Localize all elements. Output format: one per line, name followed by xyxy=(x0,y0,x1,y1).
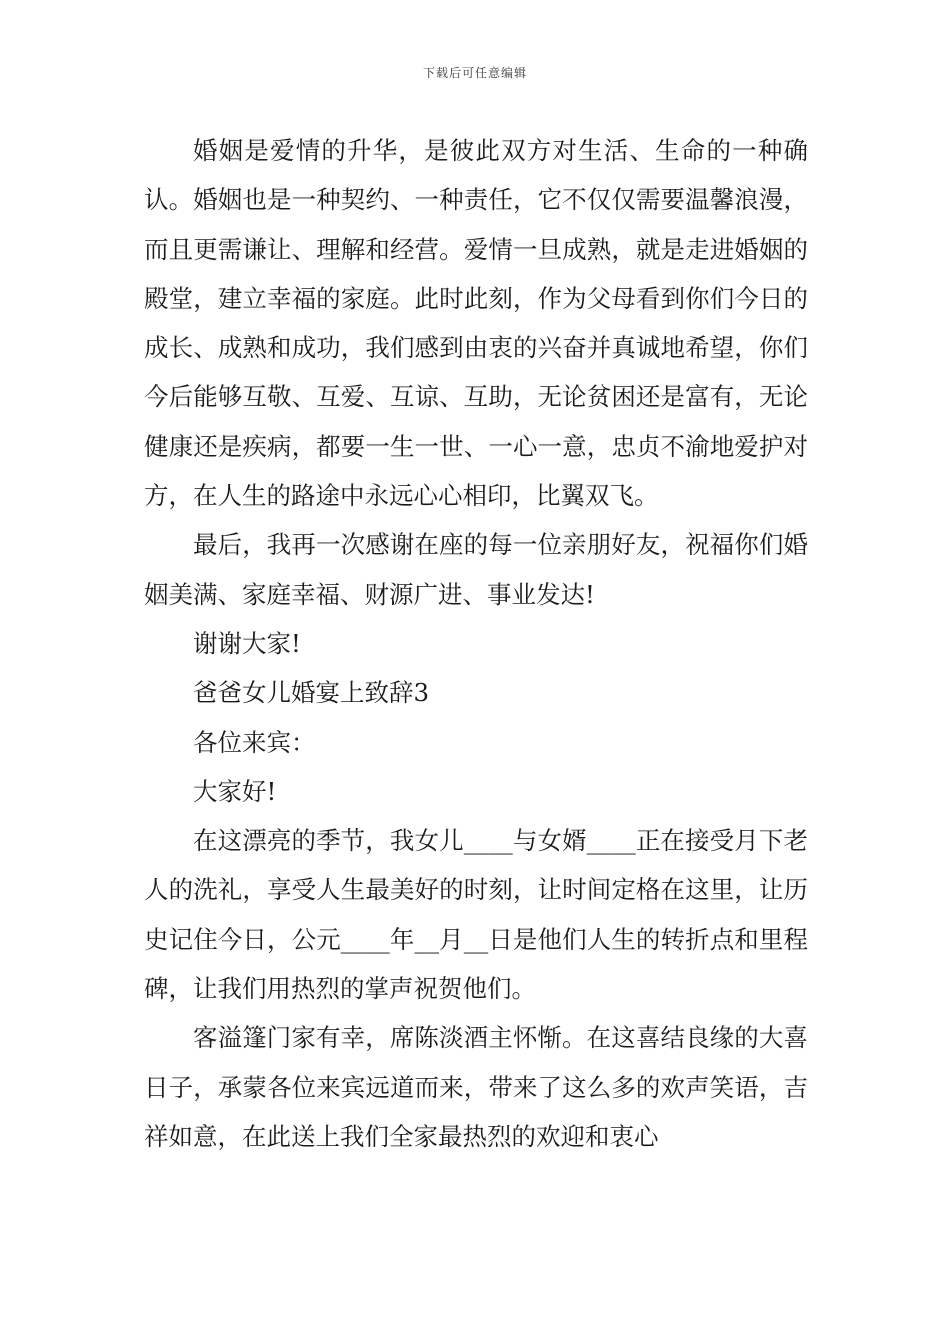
paragraph-welcome: 客溢篷门家有幸，席陈淡酒主怀惭。在这喜结良缘的大喜日子，承蒙各位来宾远道而来，带来了这么多的欢声笑语，吉祥如意，在此送上我们全家最热烈的欢迎和衷心 xyxy=(144,1023,808,1151)
header-note: 下载后可任意编辑 xyxy=(422,66,527,80)
paragraph-wedding-moment: 在这漂亮的季节，我女儿____与女婿____正在接受月下老人的洗礼，享受人生最美好的时刻，让时间定格在这里，让历史记住今日，公元____年__月__日是他们人生的转折点和里程碑，让我们用热烈的掌声祝贺他们。 xyxy=(144,826,808,1004)
paragraph-thanks-guests: 最后，我再一次感谢在座的每一位亲朋好友，祝福你们婚姻美满、家庭幸福、财源广进、事业发达! xyxy=(144,530,808,609)
document-body xyxy=(144,126,808,1161)
paragraph-salutation: 各位来宾： xyxy=(193,727,316,757)
paragraph-thank-you: 谢谢大家! xyxy=(193,628,301,658)
paragraph-marriage: 婚姻是爱情的升华，是彼此双方对生活、生命的一种确认。婚姻也是一种契约、一种责任，它不仅仅需要温馨浪漫，而且更需谦让、理解和经营。爱情一旦成熟，就是走进婚姻的殿堂，建立幸福的家庭。此时此刻，作为父母看到你们今日的成长、成熟和成功，我们感到由衷的兴奋并真诚地希望，你们今后能够互敬、互爱、互谅、互助，无论贫困还是富有，无论健康还是疾病，都要一生一世、一心一意，忠贞不渝地爱护对方，在人生的路途中永远心心相印，比翼双飞。 xyxy=(144,136,808,511)
section-heading: 爸爸女儿婚宴上致辞3 xyxy=(193,678,430,708)
paragraph-greeting: 大家好! xyxy=(193,776,277,806)
